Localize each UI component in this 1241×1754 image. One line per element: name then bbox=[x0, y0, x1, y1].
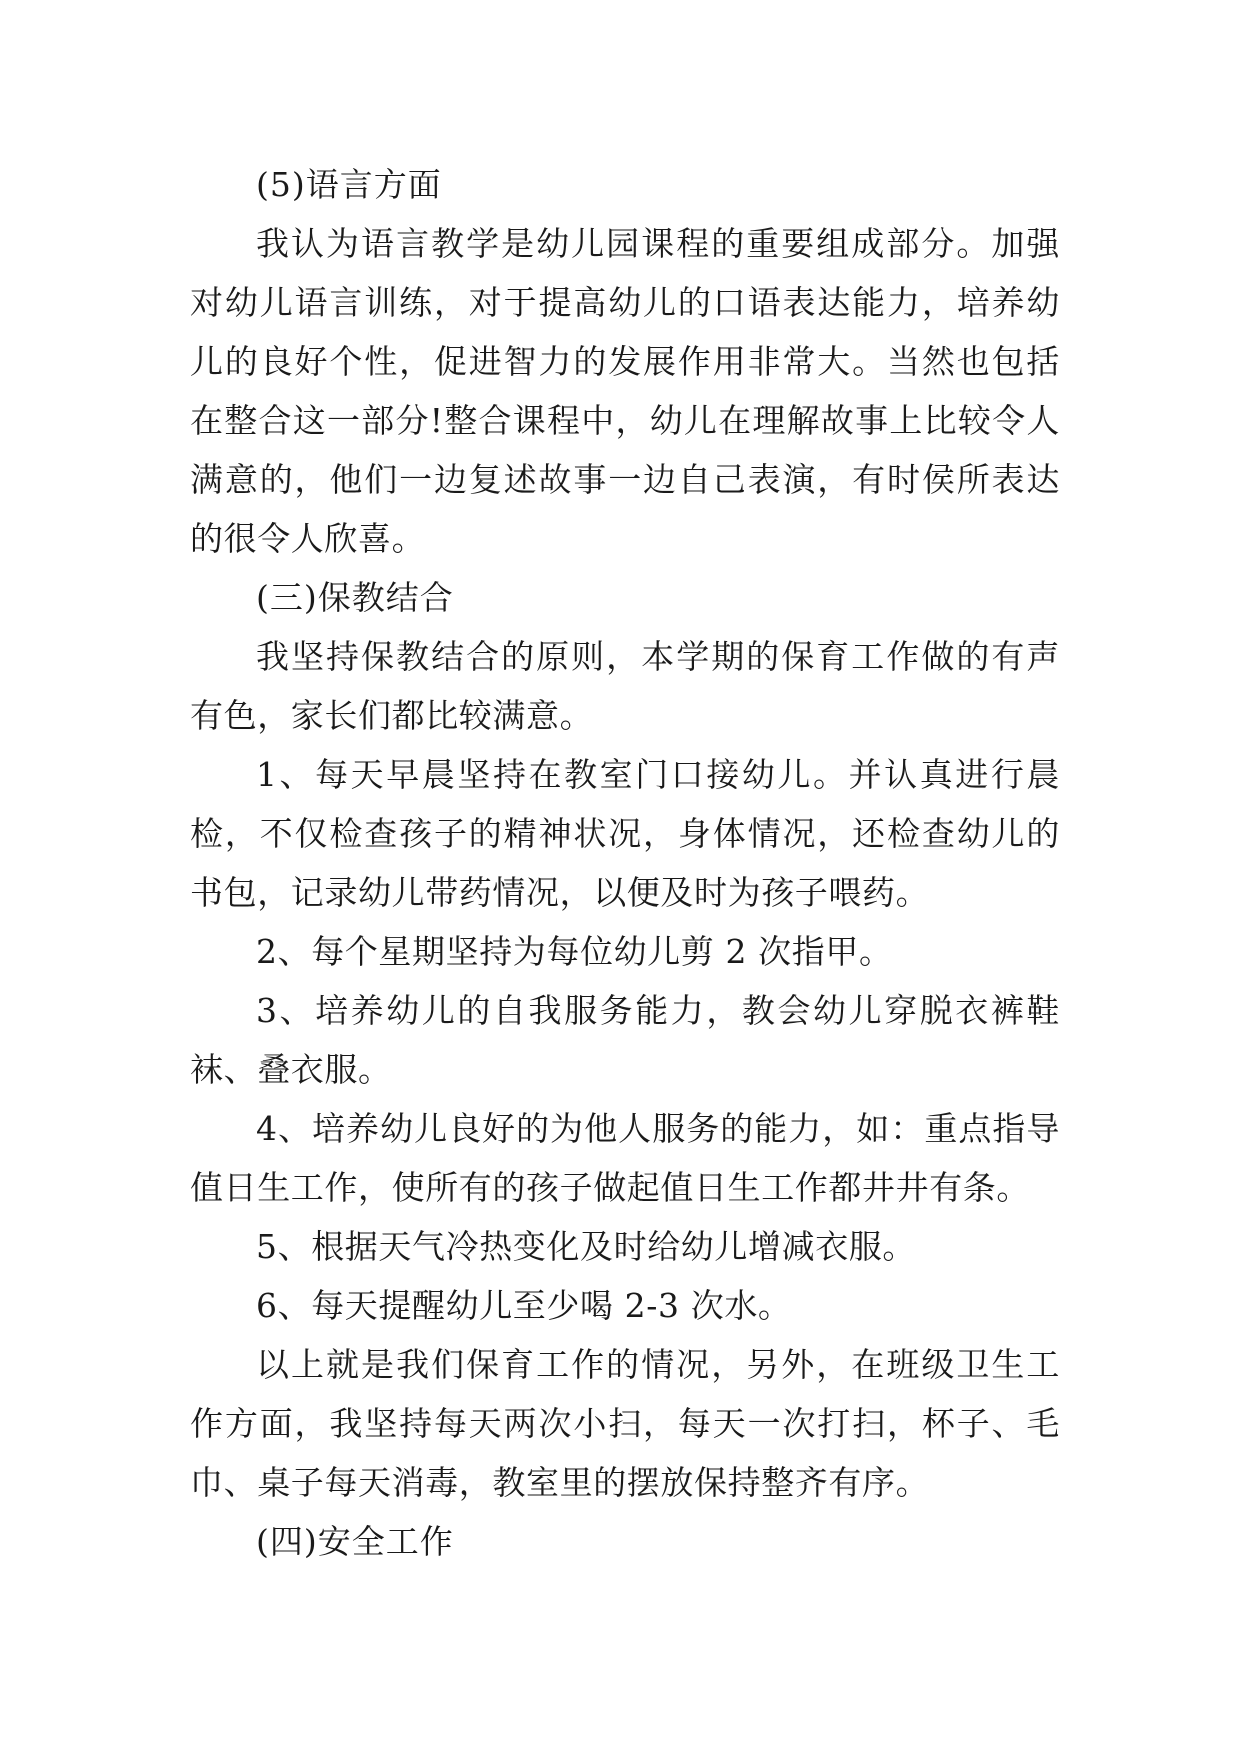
section-heading-care-education: (三)保教结合 bbox=[256, 578, 454, 617]
paragraph-language-teaching: 我认为语言教学是幼儿园课程的重要组成部分。加强对幼儿语言训练，对于提高幼儿的口语表达能力，培养幼儿的良好个性，促进智力的发展作用非常大。当然也包括在整合这一部分!整合课程中，幼儿在理解故事上比较令人满意的，他们一边复述故事一边自己表演，有时侯所表达的很令人欣喜。 bbox=[190, 224, 1060, 558]
list-item-clothing-weather: 5、根据天气冷热变化及时给幼儿增减衣服。 bbox=[256, 1227, 916, 1266]
list-item-helping-others: 4、培养幼儿良好的为他人服务的能力，如：重点指导值日生工作，使所有的孩子做起值日生工作都井井有条。 bbox=[190, 1109, 1060, 1207]
list-item-drinking-water: 6、每天提醒幼儿至少喝 2-3 次水。 bbox=[256, 1286, 792, 1325]
section-heading-safety: (四)安全工作 bbox=[256, 1522, 454, 1561]
paragraph-hygiene-work: 以上就是我们保育工作的情况，另外，在班级卫生工作方面，我坚持每天两次小扫，每天一次打扫，杯子、毛巾、桌子每天消毒，教室里的摆放保持整齐有序。 bbox=[190, 1345, 1060, 1502]
list-item-morning-check: 1、每天早晨坚持在教室门口接幼儿。并认真进行晨检，不仅检查孩子的精神状况，身体情况，还检查幼儿的书包，记录幼儿带药情况，以便及时为孩子喂药。 bbox=[190, 755, 1060, 912]
document-body bbox=[190, 155, 1060, 1571]
section-heading-language: (5)语言方面 bbox=[256, 165, 442, 204]
list-item-self-service: 3、培养幼儿的自我服务能力，教会幼儿穿脱衣裤鞋袜、叠衣服。 bbox=[190, 991, 1060, 1089]
paragraph-care-principle: 我坚持保教结合的原则，本学期的保育工作做的有声有色，家长们都比较满意。 bbox=[190, 637, 1060, 735]
list-item-nail-trimming: 2、每个星期坚持为每位幼儿剪 2 次指甲。 bbox=[256, 932, 893, 971]
